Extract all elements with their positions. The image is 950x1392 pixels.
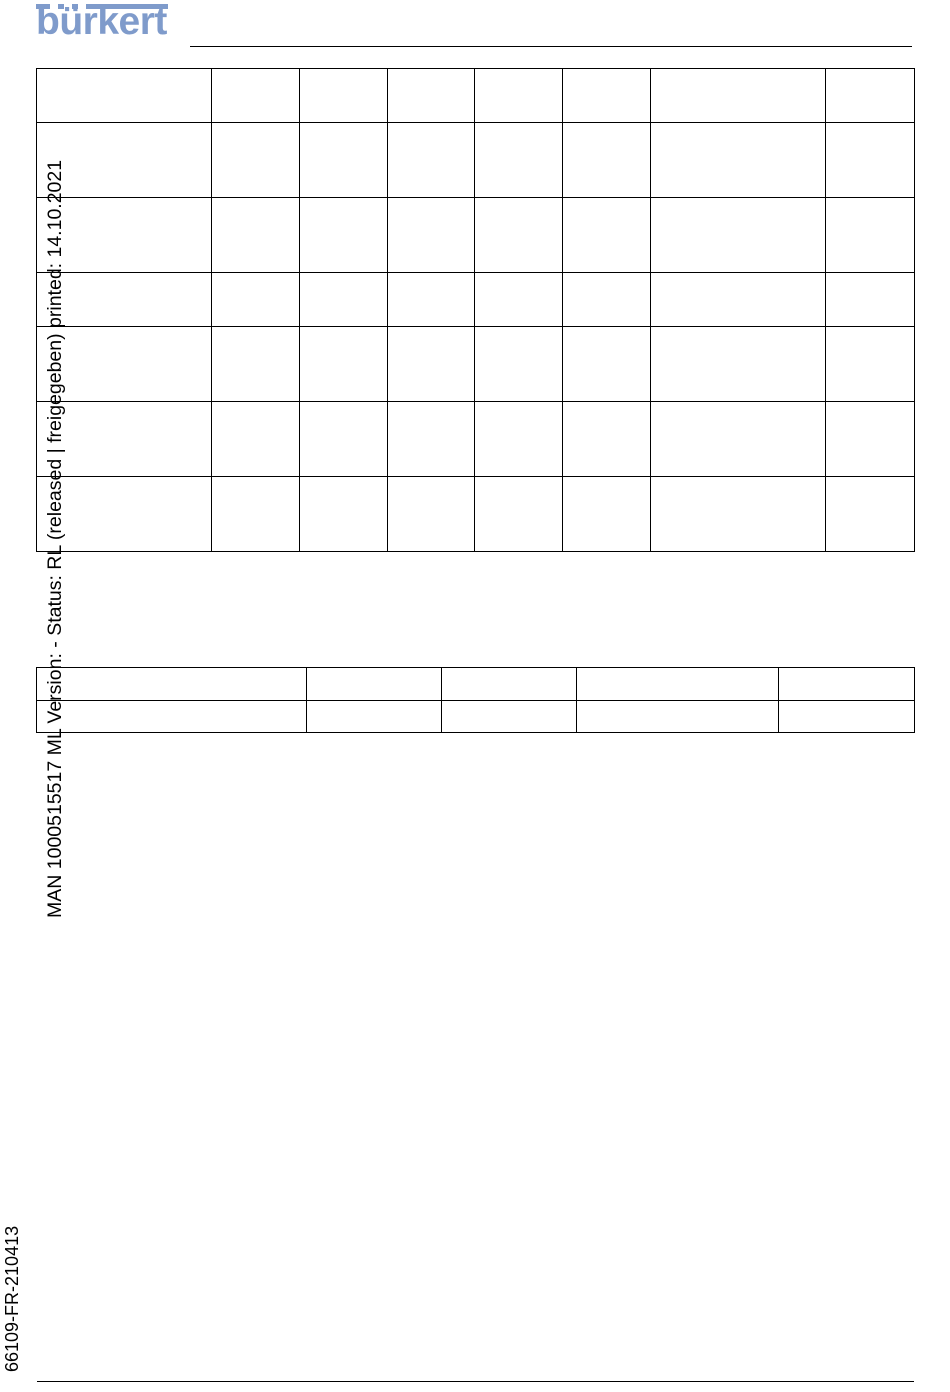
table-cell	[388, 123, 475, 198]
table-cell	[826, 69, 915, 123]
table-cell	[779, 701, 915, 733]
table-cell	[212, 123, 300, 198]
table-row	[37, 668, 915, 701]
table-cell	[563, 273, 651, 327]
table-cell	[826, 402, 915, 477]
table-cell	[475, 69, 563, 123]
table-cell	[300, 477, 388, 552]
table-cell	[779, 668, 915, 701]
table-cell	[37, 701, 307, 733]
table-cell	[563, 402, 651, 477]
table-cell	[212, 402, 300, 477]
document-code-label: 66109-FR-210413	[2, 1225, 22, 1372]
table-cell	[577, 701, 779, 733]
table-row	[37, 701, 915, 733]
table-cell	[300, 123, 388, 198]
table-cell	[651, 273, 826, 327]
secondary-table	[36, 667, 915, 733]
table-row	[37, 273, 915, 327]
table-cell	[475, 477, 563, 552]
table-cell	[212, 198, 300, 273]
table-row	[37, 69, 915, 123]
table-cell	[388, 477, 475, 552]
table-cell	[212, 327, 300, 402]
table-cell	[651, 402, 826, 477]
document-status-label: MAN 1000515517 ML Version: - Status: RL (released | freigegeben) printed: 14.10.2021	[44, 159, 66, 918]
table-cell	[651, 69, 826, 123]
table-cell	[388, 69, 475, 123]
table-cell	[212, 477, 300, 552]
header-rule	[190, 46, 912, 47]
table-cell	[388, 402, 475, 477]
table-cell	[826, 477, 915, 552]
table-cell	[212, 69, 300, 123]
table-cell	[475, 327, 563, 402]
table-cell	[300, 273, 388, 327]
table-cell	[651, 123, 826, 198]
table-cell	[651, 477, 826, 552]
table-cell	[475, 273, 563, 327]
footer-rule	[37, 1381, 914, 1382]
burkert-logo	[36, 0, 168, 44]
table-cell	[563, 198, 651, 273]
table-row	[37, 198, 915, 273]
table-cell	[300, 198, 388, 273]
table-cell	[475, 123, 563, 198]
table-cell	[300, 327, 388, 402]
table-cell	[37, 69, 212, 123]
table-cell	[442, 701, 577, 733]
table-cell	[826, 327, 915, 402]
table-cell	[651, 198, 826, 273]
table-row	[37, 123, 915, 198]
table-cell	[212, 273, 300, 327]
table-row	[37, 477, 915, 552]
table-cell	[307, 668, 442, 701]
main-table	[36, 68, 915, 552]
table-cell	[388, 327, 475, 402]
table-row	[37, 402, 915, 477]
table-cell	[563, 69, 651, 123]
table-row	[37, 327, 915, 402]
table-cell	[300, 69, 388, 123]
table-cell	[826, 198, 915, 273]
table-cell	[826, 123, 915, 198]
table-cell	[563, 327, 651, 402]
table-cell	[388, 198, 475, 273]
table-cell	[388, 273, 475, 327]
table-cell	[442, 668, 577, 701]
table-cell	[37, 668, 307, 701]
table-cell	[300, 402, 388, 477]
logo-text: bürkert	[36, 0, 167, 43]
table-cell	[563, 477, 651, 552]
table-cell	[475, 198, 563, 273]
table-cell	[563, 123, 651, 198]
table-cell	[475, 402, 563, 477]
table-cell	[651, 327, 826, 402]
table-cell	[826, 273, 915, 327]
table-cell	[307, 701, 442, 733]
table-cell	[577, 668, 779, 701]
